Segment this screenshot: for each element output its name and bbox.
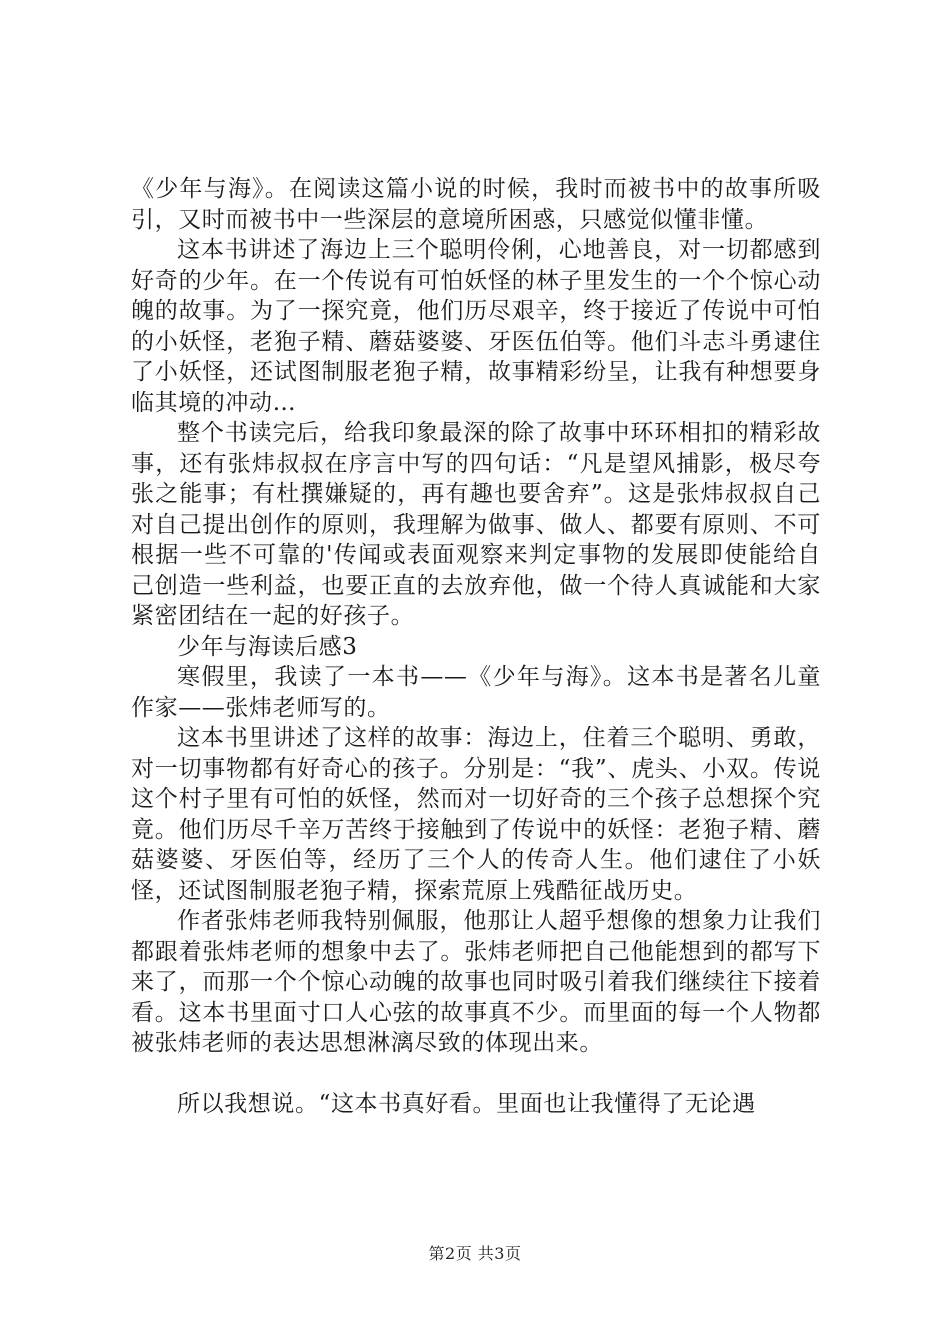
- paragraph-7: 所以我想说。“这本书真好看。里面也让我懂得了无论遇: [177, 1090, 756, 1117]
- document-body: [131, 174, 821, 1119]
- page-number-footer: 第2页 共3页: [428, 1244, 522, 1263]
- paragraph-gap: [131, 1059, 821, 1089]
- paragraph-2: 这本书讲述了海边上三个聪明伶俐，心地善良，对一切都感到好奇的少年。在一个传说有可怕妖怪的林子里发生的一个个惊心动魄的故事。为了一探究竟，他们历尽艰辛，终于接近了传说中可怕的小妖怪，老狍子精、蘑菇婆婆、牙医伍伯等。他们斗志斗勇逮住了小妖怪，还试图制服老狍子精，故事精彩纷呈，让我有种想要身临其境的冲动…: [131, 237, 821, 416]
- section-heading: 少年与海读后感3: [177, 633, 358, 660]
- paragraph-6: 作者张炜老师我特别佩服，他那让人超乎想像的想象力让我们都跟着张炜老师的想象中去了。张炜老师把自己他能想到的都写下来了，而那一个个惊心动魄的故事也同时吸引着我们继续往下接着看。这本书里面寸口人心弦的故事真不少。而里面的每一个人物都被张炜老师的表达思想淋漓尽致的体现出来。: [131, 908, 821, 1056]
- paragraph-1: 《少年与海》。在阅读这篇小说的时候，我时而被书中的故事所吸引，又时而被书中一些深层的意境所困惑，只感觉似懂非懂。: [131, 176, 821, 233]
- paragraph-5: 这本书里讲述了这样的故事：海边上，住着三个聪明、勇敢，对一切事物都有好奇心的孩子。分别是：“我”、虎头、小双。传说这个村子里有可怕的妖怪，然而对一切好奇的三个孩子总想探个究竟。他们历尽千辛万苦终于接触到了传说中的妖怪：老狍子精、蘑菇婆婆、牙医伯等，经历了三个人的传奇人生。他们逮住了小妖怪，还试图制服老狍子精，探索荒原上残酷征战历史。: [131, 725, 821, 904]
- paragraph-4: 寒假里，我读了一本书——《少年与海》。这本书是著名儿童作家——张炜老师写的。: [131, 664, 821, 721]
- paragraph-3: 整个书读完后，给我印象最深的除了故事中环环相扣的精彩故事，还有张炜叔叔在序言中写的四句话：“凡是望风捕影，极尽夸张之能事；有杜撰嫌疑的，再有趣也要舍弃”。这是张炜叔叔自己对自己提出创作的原则，我理解为做事、做人、都要有原则、不可根据一些不可靠的'传闻或表面观察来判定事物的发展即使能给自己创造一些利益，也要正直的去放弃他，做一个待人真诚能和大家紧密团结在一起的好孩子。: [131, 420, 821, 629]
